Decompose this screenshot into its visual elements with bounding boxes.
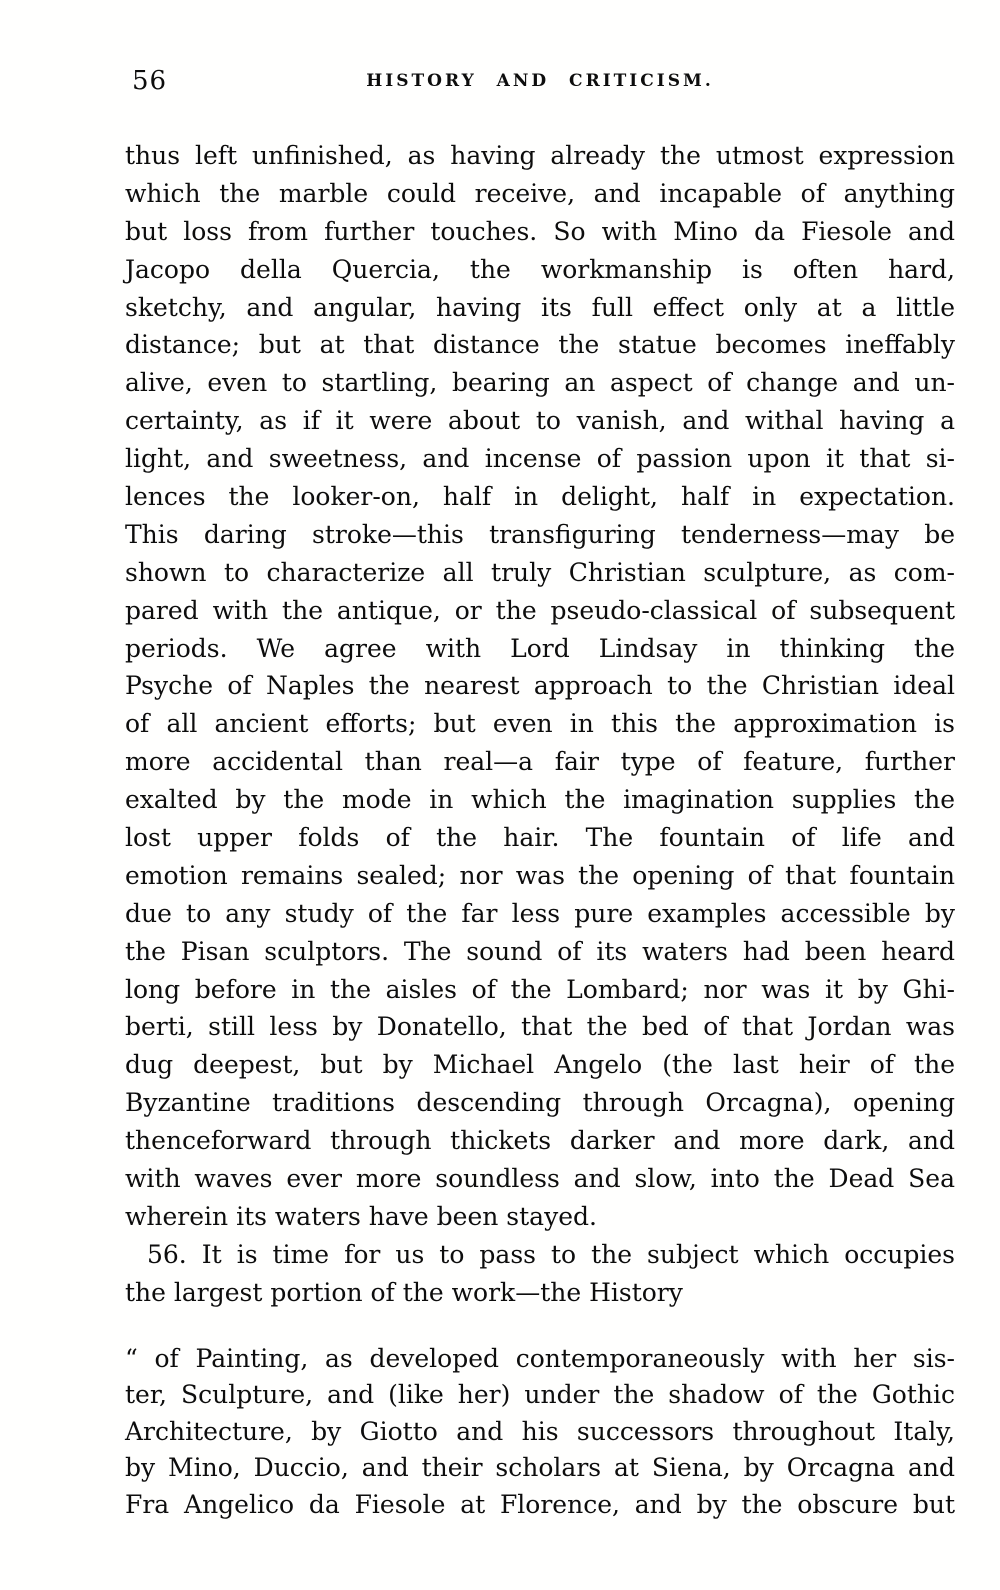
text-line: thenceforward through thickets darker and more dark, and	[125, 1126, 955, 1156]
text-line: long before in the aisles of the Lombard; nor was it by Ghi-	[125, 974, 955, 1004]
text-line: Psyche of Naples the nearest approach to the Christian ideal	[125, 671, 955, 701]
running-header: HISTORY AND CRITICISM.	[366, 71, 714, 91]
text-line: but loss from further touches. So with Mino da Fiesole and	[125, 216, 955, 246]
text-line: This daring stroke—this transfiguring tenderness—may be	[125, 519, 955, 549]
text-line: Fra Angelico da Fiesole at Florence, and by the obscure but	[125, 1489, 955, 1519]
text-line: shown to characterize all truly Christian sculpture, as com-	[125, 557, 955, 587]
text-line: berti, still less by Donatello, that the bed of that Jordan was	[125, 1012, 955, 1042]
text-line: Jacopo della Quercia, the workmanship is often hard,	[125, 254, 955, 284]
text-line: with waves ever more soundless and slow, into the Dead Sea	[125, 1164, 955, 1194]
paragraph-2	[125, 1236, 955, 1312]
block-quote	[125, 1341, 955, 1524]
page-number: 56	[132, 66, 168, 96]
text-line: lences the looker-on, half in delight, half in expectation.	[125, 482, 955, 512]
text-line: alive, even to startling, bearing an aspect of change and un-	[125, 368, 955, 398]
text-line: due to any study of the far less pure examples accessible by	[125, 898, 955, 928]
text-line: Architecture, by Giotto and his successors throughout Italy,	[125, 1416, 955, 1446]
page-header	[125, 66, 955, 100]
text-line: more accidental than real—a fair type of feature, further	[125, 747, 955, 777]
text-line: the Pisan sculptors. The sound of its waters had been heard	[125, 936, 955, 966]
text-line: “ of Painting, as developed contemporaneously with her sis-	[125, 1343, 955, 1373]
text-line: 56. It is time for us to pass to the subject which occupies	[147, 1239, 955, 1269]
text-line: pared with the antique, or the pseudo-classical of subsequent	[125, 595, 955, 625]
text-line: lost upper folds of the hair. The fountain of life and	[125, 823, 955, 853]
text-line: dug deepest, but by Michael Angelo (the last heir of the	[125, 1050, 955, 1080]
text-line: by Mino, Duccio, and their scholars at Siena, by Orcagna and	[125, 1453, 955, 1483]
text-line: ter, Sculpture, and (like her) under the shadow of the Gothic	[125, 1380, 955, 1410]
body-text	[125, 137, 955, 1523]
text-line: emotion remains sealed; nor was the opening of that fountain	[125, 860, 955, 890]
text-line: distance; but at that distance the statue becomes ineffably	[125, 330, 955, 360]
text-line: the largest portion of the work—the History	[125, 1277, 683, 1307]
text-line: exalted by the mode in which the imagination supplies the	[125, 785, 955, 815]
text-line: thus left unfinished, as having already the utmost expression	[125, 141, 955, 170]
text-line: periods. We agree with Lord Lindsay in thinking the	[125, 633, 955, 663]
text-line: wherein its waters have been stayed.	[125, 1201, 597, 1231]
text-line: Byzantine traditions descending through Orcagna), opening	[125, 1088, 955, 1118]
text-line: of all ancient efforts; but even in this the approximation is	[125, 709, 955, 739]
paragraph-1	[125, 137, 955, 1236]
text-line: which the marble could receive, and incapable of anything	[125, 178, 955, 208]
text-line: sketchy, and angular, having its full effect only at a little	[125, 292, 955, 322]
text-line: light, and sweetness, and incense of passion upon it that si-	[125, 444, 955, 474]
text-line: certainty, as if it were about to vanish, and withal having a	[125, 406, 955, 436]
